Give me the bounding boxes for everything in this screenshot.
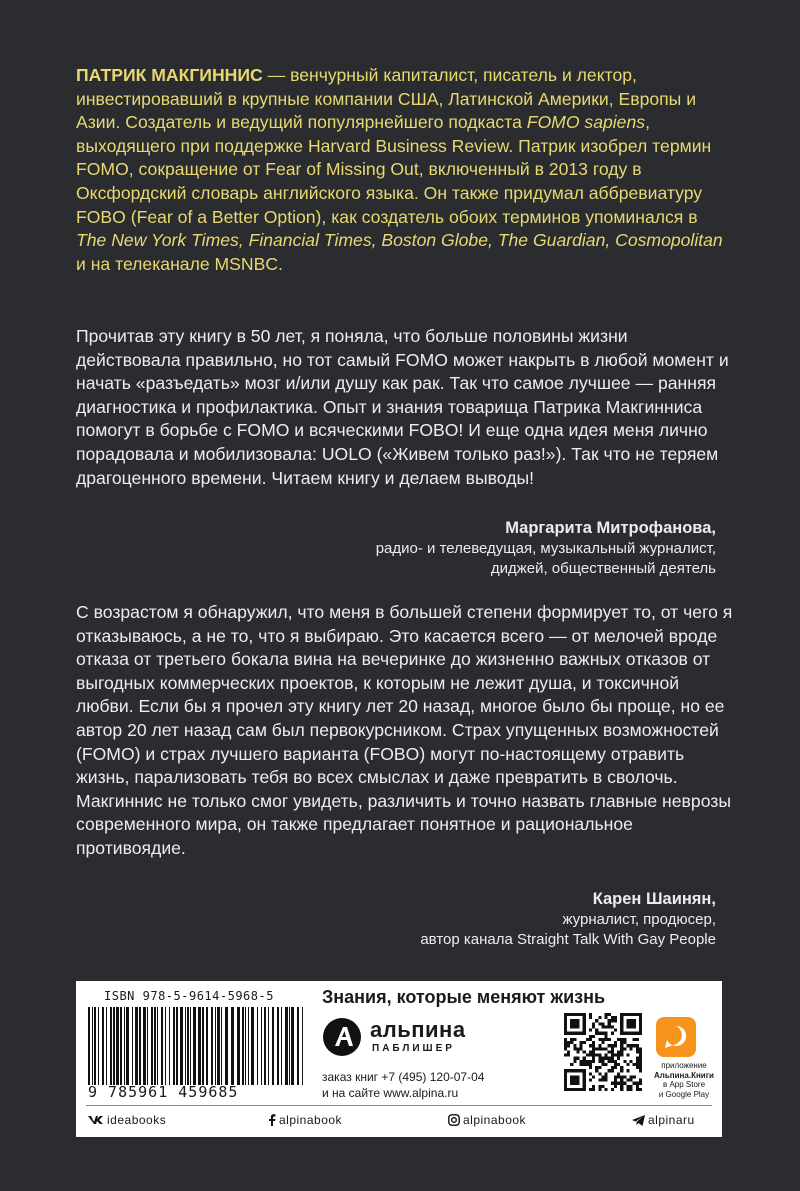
order-phone: заказ книг +7 (495) 120-07-04 (322, 1070, 485, 1084)
telegram-icon (632, 1115, 645, 1126)
social-handle: alpinabook (279, 1113, 343, 1127)
app-icon (656, 1017, 696, 1057)
app-caption-line: Альпина.Книги (654, 1070, 714, 1080)
publisher-slogan: Знания, которые меняют жизнь (322, 987, 606, 1007)
app-caption (650, 1061, 718, 1099)
review-author-name: Карен Шаинян, (592, 890, 716, 908)
media-list: The New York Times, Financial Times, Boston Globe, The Guardian, Cosmopolitan (76, 230, 723, 251)
review-author-role: журналист, продюсер, (562, 911, 716, 928)
qr-code-icon (564, 1013, 642, 1091)
order-info (322, 1069, 484, 1101)
publisher-brand-sub: ПАБЛИШЕР (372, 1043, 455, 1054)
publisher-brand: альпина (370, 1017, 466, 1042)
bio-text-1: — венчурный капиталист, писатель и лектор, инвестировавший в крупные компании США, Латинской Америки, Европы и Азии. Создатель и ведущий популярнейшего подкаста (76, 65, 697, 133)
bio-text-3: и на телеканале MSNBC. (76, 253, 283, 274)
podcast-title: FOMO sapiens (526, 112, 646, 133)
vk-icon (88, 1115, 104, 1125)
review-author-role: радио- и телеведущая, музыкальный журналист, (375, 540, 716, 557)
social-handle: alpinabook (463, 1113, 527, 1127)
app-caption-line: в App Store (662, 1080, 706, 1089)
review-author-role: автор канала Straight Talk With Gay People (420, 930, 716, 948)
review-author-2 (420, 888, 716, 949)
divider (86, 1105, 712, 1106)
barcode-number: 9 785961 459685 (88, 1083, 239, 1101)
review-quote-2: С возрастом я обнаружил, что меня в большей степени формирует то, от чего я отказываюсь, а не то, что я выбираю. Это касается всего — от мелочей вроде отказа от третьего бокала вина на вечеринке до жизненно важных отказов от выгодных коммерческих проектов, к которым не лежит душа, и токсичной любви. Если бы я прочел эту книгу лет 20 назад, многое было бы проще, но ее автор 20 лет назад сам был первокурсником. Страх упущенных возможностей (FOMO) и страх лучшего варианта (FOBO) могут по-настоящему отравить жизнь, парализовать тебя во всех смыслах и даже превратить в сволочь. Макгиннис не только смог увидеть, различить и точно назвать главные неврозы современного мира, он также предлагает понятное и рациональное противоядие. (76, 602, 733, 858)
review-quote-1: Прочитав эту книгу в 50 лет, я поняла, что больше половины жизни действовала правильно, но тот самый FOMO может накрыть в любой момент и начать «разъедать» мозг и/или душу как рак. Так что самое лучшее — ранняя диагностика и профилактика. Опыт и знания товарища Патрика Макгинниса помогут в борьбе с FOMO и всяческими FOBO! И еще одна идея меня лично порадовала и мобилизовала: UOLO («Живем только раз!»). Так что не теряем драгоценного времени. Читаем книгу и делаем выводы! (76, 326, 729, 488)
review-author-1 (376, 517, 716, 578)
publisher-footer (76, 981, 722, 1137)
social-facebook[interactable] (268, 1113, 342, 1127)
barcode (86, 1007, 308, 1085)
social-instagram[interactable] (448, 1113, 526, 1127)
instagram-icon (448, 1114, 460, 1126)
bio-text-2: , выходящего при поддержке Harvard Business Review. Патрик изобрел термин FOMO, сокращение от Fear of Missing Out, включенный в 2013 году в Оксфордский словарь английского языка. Он также придумал аббревиатуру FOBO (Fear of a Better Option), как создатель обоих терминов упоминался в (76, 112, 712, 227)
isbn: ISBN 978-5-9614-5968-5 (104, 989, 274, 1003)
alpina-logo-icon (322, 1017, 362, 1057)
social-handle: ideabooks (107, 1113, 167, 1127)
review-author-role: диджей, общественный деятель (490, 559, 716, 577)
author-name: ПАТРИК МАКГИННИС (76, 65, 263, 85)
social-handle: alpinaru (648, 1113, 695, 1127)
facebook-icon (268, 1114, 276, 1126)
author-bio (76, 64, 726, 276)
review-author-name: Маргарита Митрофанова, (505, 519, 716, 537)
order-site: и на сайте www.alpina.ru (322, 1086, 459, 1100)
social-telegram[interactable] (632, 1113, 695, 1127)
app-caption-line: приложение (661, 1061, 707, 1070)
social-vk[interactable] (88, 1113, 166, 1127)
app-caption-line: и Google Play (658, 1089, 710, 1099)
